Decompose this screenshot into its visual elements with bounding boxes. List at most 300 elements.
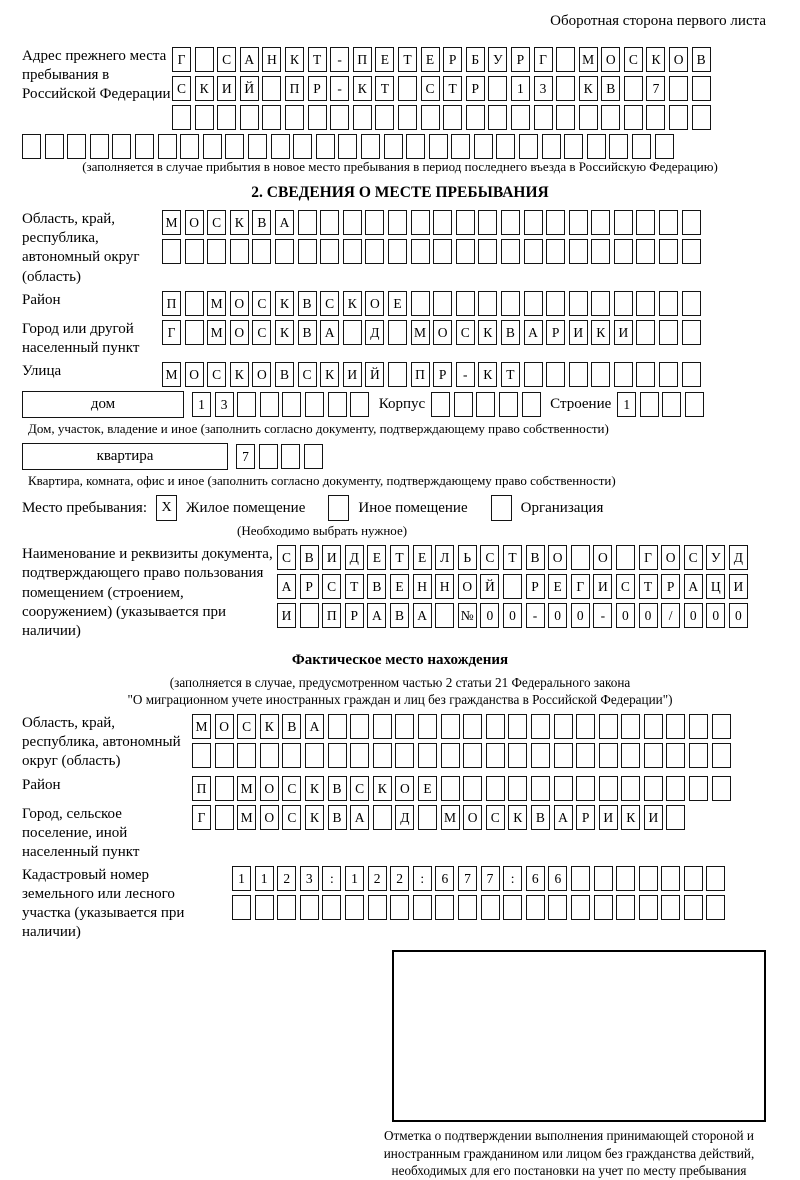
char-box[interactable]: И [569,320,588,345]
char-box[interactable]: Й [365,362,384,387]
char-box[interactable]: Т [375,76,394,101]
char-box[interactable] [441,714,460,739]
char-box[interactable]: Е [390,574,409,599]
char-box[interactable]: В [252,210,271,235]
char-box[interactable]: 0 [571,603,590,628]
char-box[interactable] [531,743,550,768]
char-box[interactable] [534,105,553,130]
char-box[interactable] [282,743,301,768]
char-box[interactable]: С [456,320,475,345]
char-box[interactable] [591,239,610,264]
char-box[interactable] [616,545,635,570]
char-box[interactable]: 1 [232,866,251,891]
char-box[interactable]: 0 [480,603,499,628]
char-box[interactable] [158,134,177,159]
char-box[interactable] [298,210,317,235]
char-box[interactable]: Д [729,545,748,570]
char-box[interactable] [435,895,454,920]
char-box[interactable] [431,392,450,417]
char-box[interactable] [666,743,685,768]
char-box[interactable] [388,210,407,235]
char-box[interactable]: В [298,291,317,316]
char-box[interactable] [240,105,259,130]
char-box[interactable] [556,47,575,72]
char-box[interactable]: Г [172,47,191,72]
char-box[interactable]: 0 [616,603,635,628]
char-box[interactable]: К [343,291,362,316]
char-box[interactable] [463,776,482,801]
char-box[interactable]: Р [433,362,452,387]
char-box[interactable] [411,239,430,264]
char-box[interactable] [661,866,680,891]
char-box[interactable]: 3 [300,866,319,891]
char-box[interactable] [501,239,520,264]
char-box[interactable]: В [282,714,301,739]
char-box[interactable] [328,743,347,768]
char-box[interactable] [316,134,335,159]
char-box[interactable]: - [456,362,475,387]
char-box[interactable] [338,134,357,159]
char-box[interactable]: Г [639,545,658,570]
char-box[interactable] [388,320,407,345]
char-box[interactable] [478,291,497,316]
char-box[interactable]: К [305,805,324,830]
char-box[interactable] [300,895,319,920]
char-box[interactable]: - [330,76,349,101]
char-box[interactable] [478,210,497,235]
char-box[interactable]: Т [345,574,364,599]
char-box[interactable]: О [260,805,279,830]
char-box[interactable] [666,805,685,830]
char-box[interactable] [300,603,319,628]
char-box[interactable] [343,239,362,264]
char-box[interactable] [682,291,701,316]
char-box[interactable] [474,134,493,159]
char-box[interactable] [373,743,392,768]
checkbox-zhiloe[interactable]: X [156,495,177,521]
char-box[interactable]: : [413,866,432,891]
char-box[interactable] [689,776,708,801]
char-box[interactable]: Г [192,805,211,830]
char-box[interactable] [458,895,477,920]
char-box[interactable]: Д [345,545,364,570]
char-box[interactable] [185,291,204,316]
char-box[interactable] [706,895,725,920]
char-box[interactable] [669,76,688,101]
char-box[interactable]: О [458,574,477,599]
char-box[interactable]: Т [503,545,522,570]
char-box[interactable] [591,291,610,316]
char-box[interactable]: А [275,210,294,235]
char-box[interactable]: К [275,291,294,316]
char-box[interactable]: 7 [481,866,500,891]
char-box[interactable]: Р [300,574,319,599]
char-box[interactable] [503,895,522,920]
char-box[interactable]: С [480,545,499,570]
char-box[interactable]: 2 [390,866,409,891]
char-box[interactable] [689,743,708,768]
char-box[interactable] [486,743,505,768]
char-box[interactable]: 0 [639,603,658,628]
char-box[interactable]: К [305,776,324,801]
char-box[interactable] [599,714,618,739]
char-box[interactable] [706,866,725,891]
char-box[interactable]: С [298,362,317,387]
char-box[interactable]: 0 [706,603,725,628]
char-box[interactable] [230,239,249,264]
char-box[interactable] [368,895,387,920]
char-box[interactable] [639,866,658,891]
char-box[interactable] [614,362,633,387]
char-box[interactable]: С [237,714,256,739]
char-box[interactable]: Й [240,76,259,101]
char-box[interactable] [684,895,703,920]
char-box[interactable] [135,134,154,159]
char-box[interactable]: В [601,76,620,101]
char-box[interactable]: В [526,545,545,570]
char-box[interactable] [496,134,515,159]
char-box[interactable] [320,210,339,235]
char-box[interactable]: И [217,76,236,101]
char-box[interactable]: Р [345,603,364,628]
char-box[interactable] [546,210,565,235]
char-box[interactable]: Р [443,47,462,72]
char-box[interactable]: О [395,776,414,801]
char-box[interactable] [373,805,392,830]
char-box[interactable] [524,239,543,264]
dom-type-box[interactable]: дом [22,391,184,418]
char-box[interactable] [463,743,482,768]
char-box[interactable] [22,134,41,159]
char-box[interactable]: О [548,545,567,570]
char-box[interactable] [343,210,362,235]
char-box[interactable]: И [644,805,663,830]
char-box[interactable] [353,105,372,130]
char-box[interactable] [433,210,452,235]
char-box[interactable]: Т [639,574,658,599]
char-box[interactable] [659,362,678,387]
char-box[interactable] [322,895,341,920]
char-box[interactable] [281,444,300,469]
char-box[interactable] [476,392,495,417]
char-box[interactable]: И [277,603,296,628]
char-box[interactable] [576,743,595,768]
char-box[interactable]: К [230,210,249,235]
char-box[interactable]: Р [308,76,327,101]
char-box[interactable] [456,239,475,264]
char-box[interactable]: Н [262,47,281,72]
char-box[interactable] [682,320,701,345]
char-box[interactable] [599,743,618,768]
char-box[interactable]: 2 [277,866,296,891]
char-box[interactable]: В [390,603,409,628]
char-box[interactable]: Е [418,776,437,801]
char-box[interactable] [646,105,665,130]
char-box[interactable] [659,320,678,345]
char-box[interactable] [554,743,573,768]
char-box[interactable]: П [411,362,430,387]
char-box[interactable] [255,895,274,920]
char-box[interactable] [689,714,708,739]
char-box[interactable] [395,743,414,768]
char-box[interactable]: 1 [255,866,274,891]
char-box[interactable]: У [488,47,507,72]
char-box[interactable] [305,743,324,768]
char-box[interactable] [398,76,417,101]
char-box[interactable]: О [433,320,452,345]
char-box[interactable]: М [237,805,256,830]
char-box[interactable]: Ц [706,574,725,599]
char-box[interactable]: С [322,574,341,599]
char-box[interactable]: 1 [192,392,211,417]
char-box[interactable] [248,134,267,159]
char-box[interactable] [215,805,234,830]
char-box[interactable]: С [277,545,296,570]
char-box[interactable]: 2 [368,866,387,891]
char-box[interactable]: М [207,291,226,316]
char-box[interactable]: О [252,362,271,387]
char-box[interactable]: О [365,291,384,316]
char-box[interactable]: С [282,805,301,830]
char-box[interactable]: № [458,603,477,628]
char-box[interactable] [252,239,271,264]
char-box[interactable] [636,362,655,387]
char-box[interactable] [390,895,409,920]
char-box[interactable] [526,895,545,920]
char-box[interactable] [406,134,425,159]
char-box[interactable] [413,895,432,920]
char-box[interactable] [712,776,731,801]
char-box[interactable]: К [260,714,279,739]
char-box[interactable]: С [207,362,226,387]
char-box[interactable]: 3 [215,392,234,417]
char-box[interactable] [275,239,294,264]
char-box[interactable] [441,743,460,768]
char-box[interactable]: И [343,362,362,387]
char-box[interactable]: С [486,805,505,830]
char-box[interactable] [365,239,384,264]
char-box[interactable]: А [350,805,369,830]
char-box[interactable]: Т [390,545,409,570]
char-box[interactable] [661,895,680,920]
char-box[interactable] [451,134,470,159]
char-box[interactable] [669,105,688,130]
char-box[interactable] [682,210,701,235]
char-box[interactable] [666,776,685,801]
char-box[interactable]: А [684,574,703,599]
char-box[interactable]: К [478,362,497,387]
char-box[interactable] [682,362,701,387]
char-box[interactable] [282,392,301,417]
char-box[interactable]: - [330,47,349,72]
char-box[interactable]: : [503,866,522,891]
char-box[interactable]: К [230,362,249,387]
char-box[interactable]: В [367,574,386,599]
char-box[interactable] [441,776,460,801]
char-box[interactable] [564,134,583,159]
char-box[interactable]: А [277,574,296,599]
char-box[interactable] [215,743,234,768]
char-box[interactable]: К [285,47,304,72]
char-box[interactable] [576,714,595,739]
char-box[interactable]: Е [413,545,432,570]
char-box[interactable] [172,105,191,130]
char-box[interactable] [185,239,204,264]
char-box[interactable] [616,866,635,891]
char-box[interactable]: Н [413,574,432,599]
char-box[interactable]: П [192,776,211,801]
char-box[interactable]: В [328,776,347,801]
char-box[interactable] [524,291,543,316]
char-box[interactable]: У [706,545,725,570]
char-box[interactable]: 7 [646,76,665,101]
char-box[interactable] [260,743,279,768]
char-box[interactable]: П [285,76,304,101]
char-box[interactable] [591,210,610,235]
char-box[interactable]: Б [466,47,485,72]
char-box[interactable] [305,392,324,417]
char-box[interactable]: М [237,776,256,801]
char-box[interactable] [217,105,236,130]
char-box[interactable] [262,76,281,101]
char-box[interactable] [375,105,394,130]
char-box[interactable] [328,392,347,417]
char-box[interactable]: И [599,805,618,830]
char-box[interactable] [418,805,437,830]
char-box[interactable] [488,105,507,130]
char-box[interactable] [478,239,497,264]
char-box[interactable] [571,895,590,920]
char-box[interactable] [398,105,417,130]
char-box[interactable]: Ь [458,545,477,570]
char-box[interactable]: 6 [548,866,567,891]
char-box[interactable] [666,714,685,739]
char-box[interactable] [388,362,407,387]
char-box[interactable] [486,714,505,739]
char-box[interactable] [662,392,681,417]
char-box[interactable] [659,291,678,316]
char-box[interactable]: Г [534,47,553,72]
char-box[interactable]: О [601,47,620,72]
char-box[interactable] [350,392,369,417]
char-box[interactable]: Р [466,76,485,101]
char-box[interactable] [501,210,520,235]
char-box[interactable] [524,362,543,387]
char-box[interactable]: Р [526,574,545,599]
char-box[interactable]: С [624,47,643,72]
char-box[interactable] [308,105,327,130]
char-box[interactable] [511,105,530,130]
char-box[interactable] [232,895,251,920]
char-box[interactable] [195,47,214,72]
char-box[interactable]: Г [571,574,590,599]
char-box[interactable] [542,134,561,159]
char-box[interactable]: Т [398,47,417,72]
char-box[interactable] [285,105,304,130]
char-box[interactable]: К [195,76,214,101]
char-box[interactable]: М [411,320,430,345]
char-box[interactable] [692,76,711,101]
char-box[interactable] [640,392,659,417]
char-box[interactable]: М [192,714,211,739]
char-box[interactable] [237,743,256,768]
char-box[interactable] [556,76,575,101]
char-box[interactable]: А [240,47,259,72]
char-box[interactable] [569,291,588,316]
char-box[interactable] [692,105,711,130]
char-box[interactable]: Е [421,47,440,72]
char-box[interactable] [659,239,678,264]
char-box[interactable] [365,210,384,235]
char-box[interactable] [330,105,349,130]
char-box[interactable] [587,134,606,159]
char-box[interactable]: М [162,362,181,387]
char-box[interactable]: 0 [548,603,567,628]
char-box[interactable] [624,76,643,101]
char-box[interactable] [621,714,640,739]
char-box[interactable] [621,743,640,768]
char-box[interactable] [569,210,588,235]
char-box[interactable]: А [413,603,432,628]
char-box[interactable]: С [172,76,191,101]
char-box[interactable]: О [185,210,204,235]
char-box[interactable] [524,210,543,235]
char-box[interactable]: К [478,320,497,345]
char-box[interactable] [594,866,613,891]
char-box[interactable]: Е [367,545,386,570]
char-box[interactable] [655,134,674,159]
char-box[interactable] [185,320,204,345]
char-box[interactable] [616,895,635,920]
char-box[interactable]: С [320,291,339,316]
char-box[interactable] [259,444,278,469]
char-box[interactable] [712,714,731,739]
char-box[interactable] [454,392,473,417]
char-box[interactable] [456,291,475,316]
char-box[interactable] [624,105,643,130]
char-box[interactable] [614,239,633,264]
char-box[interactable]: К [320,362,339,387]
char-box[interactable] [508,743,527,768]
char-box[interactable] [522,392,541,417]
char-box[interactable] [659,210,678,235]
char-box[interactable]: Г [162,320,181,345]
char-box[interactable]: И [322,545,341,570]
char-box[interactable] [456,210,475,235]
char-box[interactable] [162,239,181,264]
char-box[interactable]: С [252,320,271,345]
char-box[interactable] [556,105,575,130]
char-box[interactable] [632,134,651,159]
char-box[interactable]: К [621,805,640,830]
char-box[interactable] [343,320,362,345]
char-box[interactable]: С [217,47,236,72]
char-box[interactable] [45,134,64,159]
char-box[interactable] [411,210,430,235]
char-box[interactable]: 3 [534,76,553,101]
char-box[interactable]: П [162,291,181,316]
char-box[interactable] [501,291,520,316]
char-box[interactable]: 1 [345,866,364,891]
char-box[interactable]: К [646,47,665,72]
char-box[interactable] [548,895,567,920]
char-box[interactable] [304,444,323,469]
char-box[interactable] [433,239,452,264]
char-box[interactable] [207,239,226,264]
char-box[interactable] [685,392,704,417]
char-box[interactable]: - [593,603,612,628]
char-box[interactable] [531,714,550,739]
